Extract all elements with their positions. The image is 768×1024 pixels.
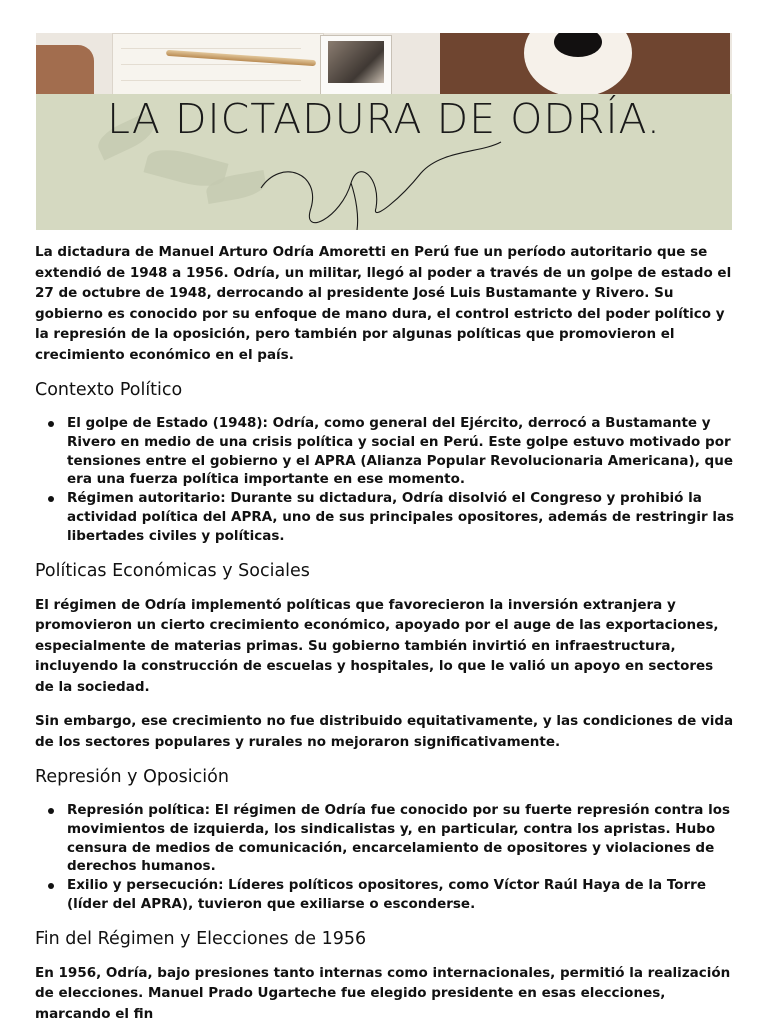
paragraph: El régimen de Odría implementó políticas que favorecieron la inversión extranjera y promovieron un cierto crecimiento económico, apoyado por el auge de las exportaciones, especialmente de materias primas. Su gobierno también invirtió en infraestructura, incluyendo la construcción de escuelas y hospitales, lo que le valió un apoyo en sectores de la sociedad. <box>35 596 719 695</box>
swirl-decoration <box>241 128 541 230</box>
section-heading: Contexto Político <box>35 380 183 400</box>
list-item: Régimen autoritario: Durante su dictadura, Odría disolvió el Congreso y prohibió la actividad política del APRA, uno de sus principales opositores, además de restringir las libertades civiles y políticas. <box>35 489 735 545</box>
document-body <box>35 242 735 1024</box>
desk-photo <box>36 33 732 94</box>
list-item: Represión política: El régimen de Odría fue conocido por su fuerte represión contra los movimientos de izquierda, los sindicalistas y, en particular, contra los apristas. Hubo censura de medios de comunicación, encarcelamiento de opositores y violaciones de derechos humanos. <box>35 801 735 876</box>
section-heading: Fin del Régimen y Elecciones de 1956 <box>35 928 367 949</box>
section-heading: Represión y Oposición <box>35 767 229 788</box>
list-item: Exilio y persecución: Líderes políticos opositores, como Víctor Raúl Haya de la Torre (líder del APRA), tuvieron que exiliarse o esconderse. <box>35 876 735 914</box>
list-item: El golpe de Estado (1948): Odría, como general del Ejército, derrocó a Bustamante y Rivero en medio de una crisis política y social en Perú. Este golpe estuvo motivado por tensiones entre el gobierno y el APRA (Alianza Popular Revolucionaria Americana), que era una fuerza política importante en ese momento. <box>35 414 735 489</box>
banner-title: LA DICTADURA DE ODRÍA. <box>107 95 661 143</box>
polaroid-image <box>320 35 392 94</box>
leather-case-image <box>36 45 94 94</box>
paragraph: En 1956, Odría, bajo presiones tanto internas como internacionales, permitió la realización de elecciones. Manuel Prado Ugarteche fue elegido presidente en esas elecciones, marcando el fin <box>35 964 731 1022</box>
intro-paragraph: La dictadura de Manuel Arturo Odría Amoretti en Perú fue un período autoritario que se extendió de 1948 a 1956. Odría, un militar, llegó al poder a través de un golpe de estado el 27 de octubre de 1948, derrocando al presidente José Luis Bustamante y Rivero. Su gobierno es conocido por su enfoque de mano dura, el control estricto del poder político y la represión de la oposición, pero también por algunas políticas que promovieron el crecimiento económico en el país. <box>35 244 732 363</box>
header-banner <box>36 33 732 230</box>
bullet-list <box>35 414 735 546</box>
section-heading: Políticas Económicas y Sociales <box>35 560 310 581</box>
paragraph: Sin embargo, ese crecimiento no fue distribuido equitativamente, y las condiciones de vida de los sectores populares y rurales no mejoraron significativamente. <box>35 713 734 750</box>
bullet-list <box>35 801 735 914</box>
